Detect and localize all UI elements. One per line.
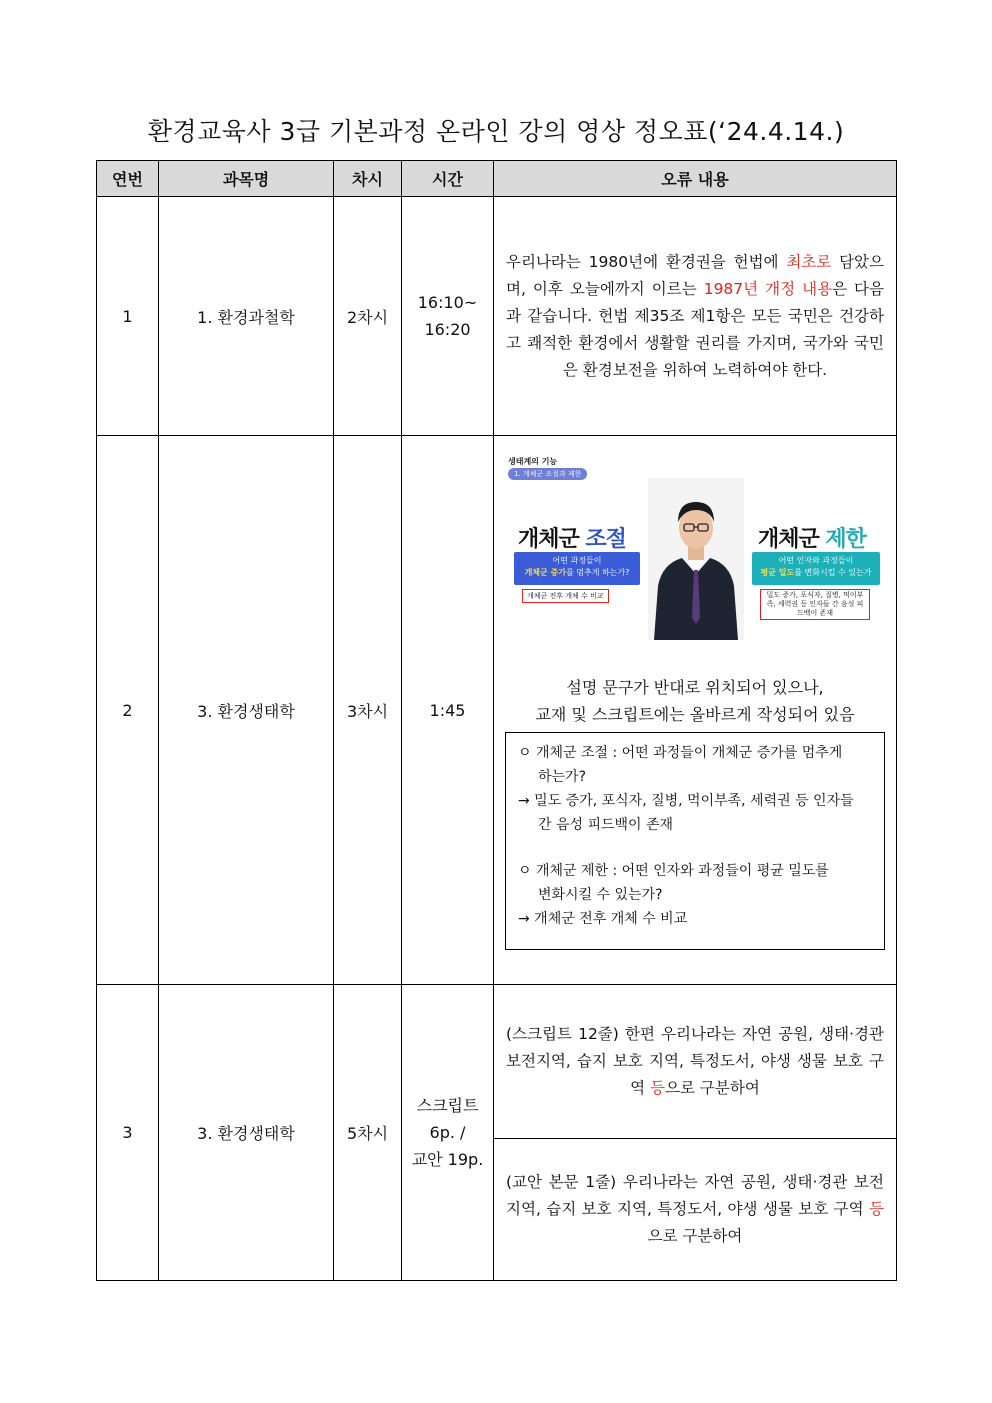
- highlight-text: 최초로: [786, 252, 832, 271]
- box-em: 개체군 증가: [524, 568, 566, 577]
- time-line: 6p. /: [429, 1123, 466, 1142]
- box-line: 하는가?: [538, 769, 587, 785]
- thumbnail-right-title: [758, 522, 866, 553]
- table-row: [97, 436, 897, 985]
- title-accent: 제한: [825, 527, 866, 552]
- box-em: 평균 밀도: [760, 568, 795, 577]
- text-segment: 우리나라는 1980년에 환경권을 헌법에: [506, 252, 787, 271]
- text-segment: 으로 구분하여: [647, 1227, 743, 1245]
- thumbnail-left-box: [514, 552, 640, 585]
- header-subject: 과목명: [159, 161, 334, 197]
- box-text: 어떤 인자와 과정들이: [778, 556, 854, 565]
- table-header-row: [97, 161, 897, 197]
- thumbnail-right-note: 밀도 증가, 포식자, 질병, 먹이부족, 세력권 등 인자들 간 음성 피드백이 존재: [760, 589, 870, 620]
- row-no: 3: [97, 985, 159, 1281]
- thumbnail-left-note: 개체군 전후 개체 수 비교: [522, 589, 609, 603]
- text-segment: (스크립트 12줄) 한편 우리나라는 자연 공원, 생태·경관 보전지역, 습지 보호 지역, 특정도서, 야생 생물 보호 구역: [506, 1025, 884, 1097]
- row-time: [402, 197, 494, 436]
- text-segment: 은 다음과 같습니다. 헌법 제35조 제1항은 모든 국민은 건강하고 쾌적한 환경에서 생활할 권리를 가지며, 국가와 국민은 환경보전을 위하여 노력하여야 한다.: [506, 279, 884, 379]
- row-session: 2차시: [334, 197, 402, 436]
- script-paragraph: [506, 1021, 884, 1102]
- title-part: 개체군: [518, 527, 586, 552]
- table-row: [97, 197, 897, 436]
- correction-box: [505, 732, 885, 950]
- box-text: 어떤 과정들이: [552, 556, 602, 565]
- lecturer-image: [648, 478, 744, 640]
- time-line: 16:20: [424, 320, 471, 339]
- row-content: [494, 436, 897, 985]
- row-subject: 3. 환경생태학: [159, 985, 334, 1281]
- error-paragraph: [506, 249, 884, 384]
- thumbnail-left-title: [518, 522, 626, 553]
- table-row: [97, 985, 897, 1139]
- row-subject: 3. 환경생태학: [159, 436, 334, 985]
- row-no: 2: [97, 436, 159, 985]
- time-line: 스크립트: [416, 1096, 479, 1115]
- box-line: ㅇ 개체군 제한 : 어떤 인자와 과정들이 평균 밀도를: [518, 863, 829, 879]
- row-session: 3차시: [334, 436, 402, 985]
- time-line: 교안 19p.: [411, 1150, 484, 1169]
- thumbnail-right-box: [752, 552, 880, 585]
- header-session: 차시: [334, 161, 402, 197]
- highlight-text: 등: [869, 1200, 884, 1218]
- text-segment: 으로 구분하여: [665, 1079, 760, 1097]
- header-time: 시간: [402, 161, 494, 197]
- title-accent: 조절: [585, 527, 626, 552]
- thumbnail-kicker: 생태계의 기능: [508, 457, 558, 466]
- errata-table: [96, 160, 897, 1281]
- header-content: 오류 내용: [494, 161, 897, 197]
- desc-line: 설명 문구가 반대로 위치되어 있으나,: [566, 678, 824, 697]
- time-line: 16:10~: [417, 293, 478, 312]
- row-content: [494, 1139, 897, 1281]
- box-line: ㅇ 개체군 조절 : 어떤 과정들이 개체군 증가를 멈추게: [518, 745, 843, 761]
- page-title: 환경교육사 3급 기본과정 온라인 강의 영상 정오표(‘24.4.14.): [147, 117, 845, 146]
- lecture-thumbnail: [508, 456, 880, 640]
- text-segment: (교안 본문 1줄) 우리나라는 자연 공원, 생태·경관 보전지역, 습지 보호 지역, 특정도서, 야생 생물 보호 구역: [506, 1173, 884, 1218]
- thumbnail-pill: 1. 개체군 조절과 제한: [508, 468, 587, 480]
- row-subject: 1. 환경과철학: [159, 197, 334, 436]
- highlight-text: 1987년 개정 내용: [703, 279, 833, 298]
- box-text: 를 멈추게 하는가?: [566, 568, 630, 577]
- row-content: [494, 985, 897, 1139]
- row-time: 1:45: [402, 436, 494, 985]
- box-line: → 개체군 전후 개체 수 비교: [518, 911, 688, 927]
- error-description: [494, 674, 896, 728]
- header-no: 연번: [97, 161, 159, 197]
- box-line: → 밀도 증가, 포식자, 질병, 먹이부족, 세력권 등 인자들: [518, 793, 854, 809]
- row-content: [494, 197, 897, 436]
- box-line: 변화시킬 수 있는가?: [538, 887, 663, 903]
- row-session: 5차시: [334, 985, 402, 1281]
- highlight-text: 등: [650, 1079, 666, 1097]
- box-text: 를 변화시킬 수 있는가: [794, 568, 872, 577]
- row-no: 1: [97, 197, 159, 436]
- row-time: [402, 985, 494, 1281]
- title-part: 개체군: [758, 527, 826, 552]
- box-line: 간 음성 피드백이 존재: [538, 817, 674, 833]
- desc-line: 교재 및 스크립트에는 올바르게 작성되어 있음: [535, 705, 855, 724]
- text-segment: 담았으며, 이후 오늘에까지 이르는: [506, 252, 884, 298]
- lesson-paragraph: [506, 1169, 884, 1250]
